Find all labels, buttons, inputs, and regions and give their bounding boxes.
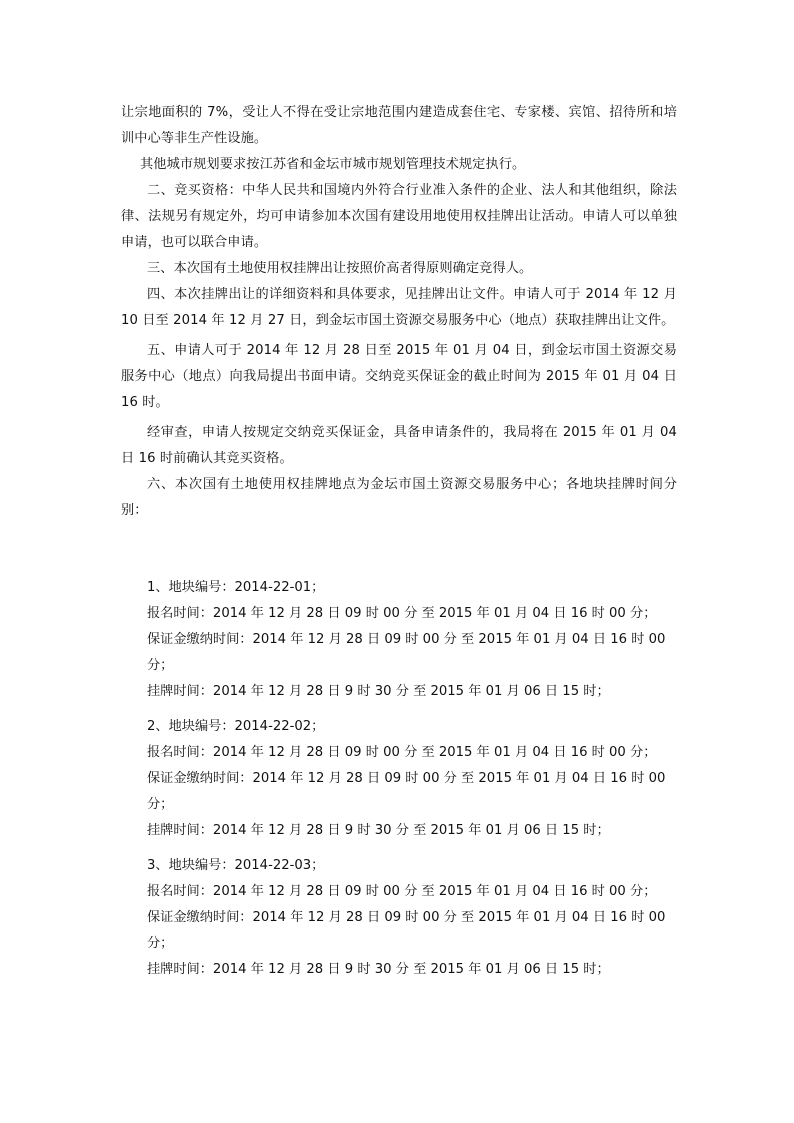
paragraph-land-use-restriction: 让宗地面积的 7%，受让人不得在受让宗地范围内建造成套住宅、专家楼、宾馆、招待所和培训中心等非生产性设施。	[121, 105, 677, 146]
deposit-time: 保证金缴纳时间：2014 年 12 月 28 日 09 时 00 分 至 2015 年 01 月 04 日 16 时 00 分；	[147, 910, 666, 951]
deposit-time: 保证金缴纳时间：2014 年 12 月 28 日 09 时 00 分 至 2015 年 01 月 04 日 16 时 00 分；	[147, 632, 666, 673]
plot-number: 2、地块编号：2014-22-02；	[147, 719, 325, 734]
plot-number: 1、地块编号：2014-22-01；	[147, 580, 325, 595]
deposit-time: 保证金缴纳时间：2014 年 12 月 28 日 09 时 00 分 至 2015 年 01 月 04 日 16 时 00 分；	[147, 771, 666, 812]
listing-time: 挂牌时间：2014 年 12 月 28 日 9 时 30 分 至 2015 年 01 月 06 日 15 时；	[147, 962, 610, 977]
plot-item-1	[147, 575, 667, 705]
paragraph-winner-principle: 三、本次国有土地使用权挂牌出让按照价高者得原则确定竞得人。	[147, 261, 533, 276]
paragraph-listing-location: 六、本次国有土地使用权挂牌地点为金坛市国土资源交易服务中心；各地块挂牌时间分别：	[121, 477, 677, 518]
registration-time: 报名时间：2014 年 12 月 28 日 09 时 00 分 至 2015 年 01 月 04 日 16 时 00 分；	[147, 745, 657, 760]
paragraph-document-collection: 四、本次挂牌出让的详细资料和具体要求，见挂牌出让文件。申请人可于 2014 年 12 月 10 日至 2014 年 12 月 27 日，到金坛市国土资源交易服务中心（地点）获取挂牌出让文件。	[121, 287, 677, 328]
registration-time: 报名时间：2014 年 12 月 28 日 09 时 00 分 至 2015 年 01 月 04 日 16 时 00 分；	[147, 884, 657, 899]
listing-time: 挂牌时间：2014 年 12 月 28 日 9 时 30 分 至 2015 年 01 月 06 日 15 时；	[147, 823, 610, 838]
paragraph-application: 五、申请人可于 2014 年 12 月 28 日至 2015 年 01 月 04 日，到金坛市国土资源交易服务中心（地点）向我局提出书面申请。交纳竞买保证金的截止时间为 2015 年 01 月 04 日 16 时。	[121, 343, 677, 410]
plot-list	[147, 575, 667, 992]
plot-item-2	[147, 714, 667, 844]
plot-item-3	[147, 853, 667, 983]
registration-time: 报名时间：2014 年 12 月 28 日 09 时 00 分 至 2015 年 01 月 04 日 16 时 00 分；	[147, 606, 657, 621]
document-body	[121, 100, 677, 524]
plot-number: 3、地块编号：2014-22-03；	[147, 858, 325, 873]
listing-time: 挂牌时间：2014 年 12 月 28 日 9 时 30 分 至 2015 年 01 月 06 日 15 时；	[147, 684, 610, 699]
paragraph-review: 经审查，申请人按规定交纳竞买保证金，具备申请条件的，我局将在 2015 年 01 月 04 日 16 时前确认其竞买资格。	[121, 425, 677, 466]
paragraph-bidding-qualification: 二、竞买资格：中华人民共和国境内外符合行业准入条件的企业、法人和其他组织，除法律、法规另有规定外，均可申请参加本次国有建设用地使用权挂牌出让活动。申请人可以单独申请，也可以联合申请。	[121, 183, 677, 250]
paragraph-city-planning: 其他城市规划要求按江苏省和金坛市城市规划管理技术规定执行。	[140, 157, 526, 172]
